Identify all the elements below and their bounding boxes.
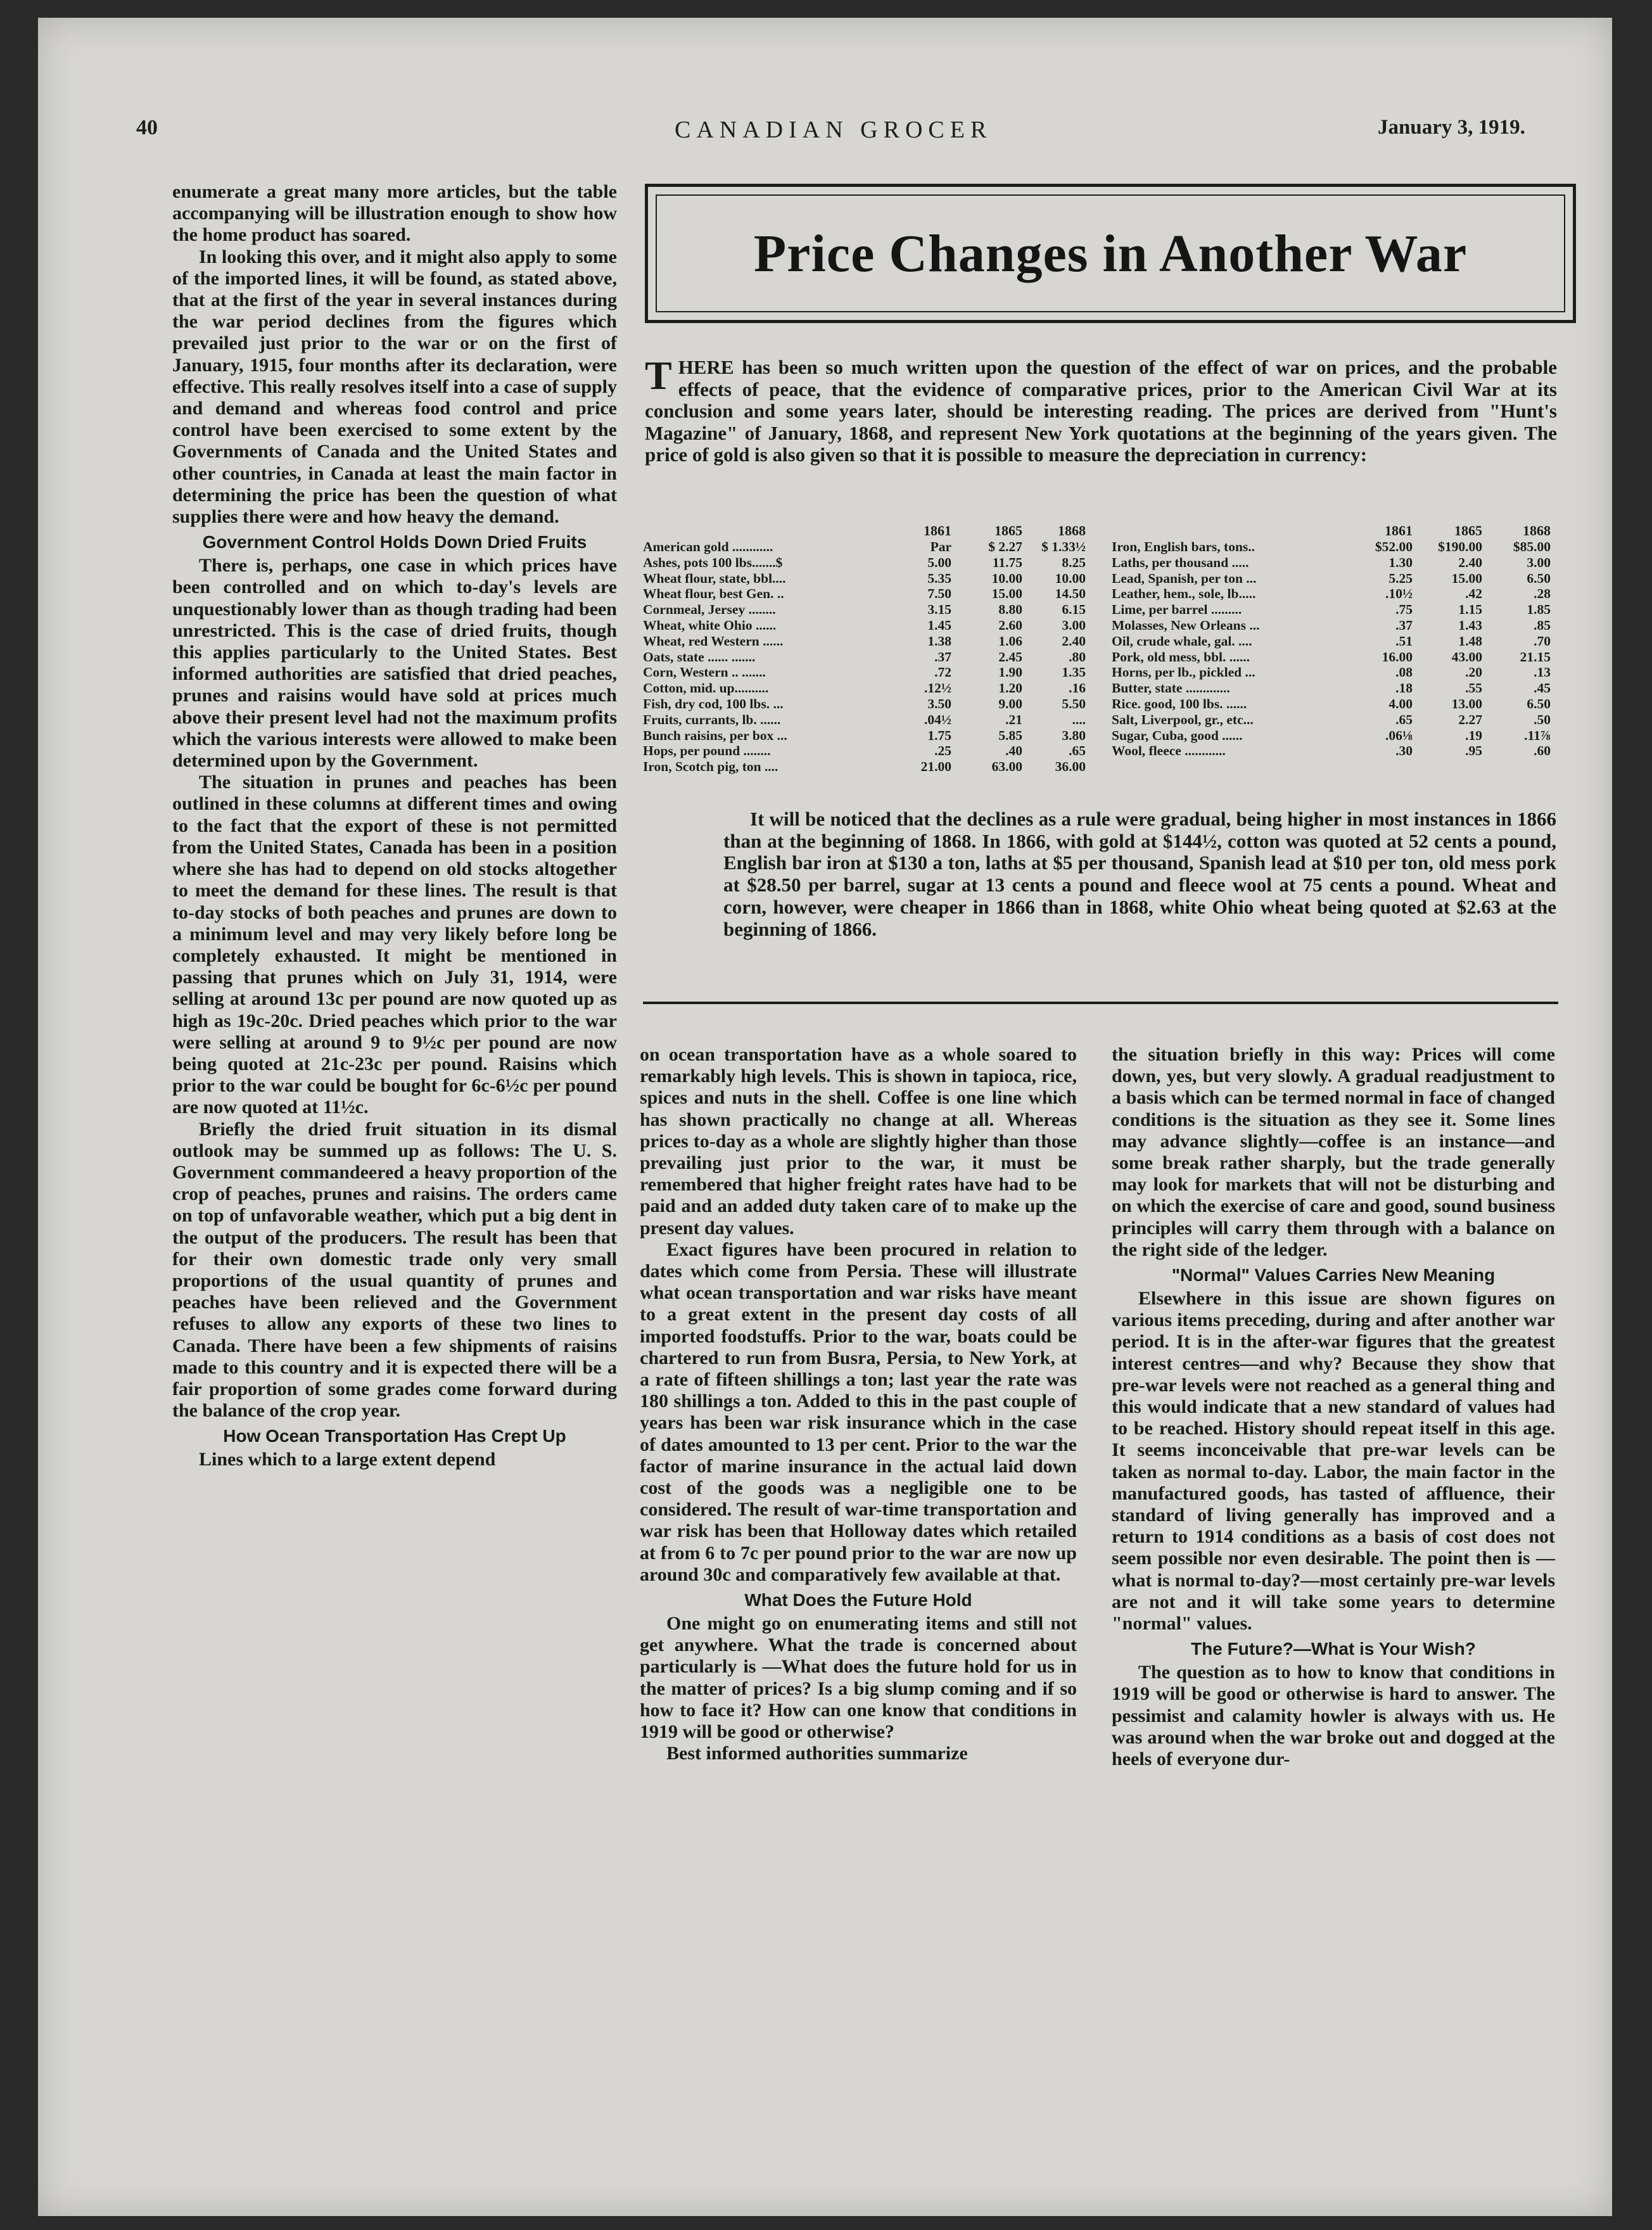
price-cell: .21 (1005, 711, 1022, 727)
price-cell: 1.15 (1458, 602, 1482, 618)
price-cell: 3.15 (927, 602, 951, 618)
article-title-box (645, 184, 1576, 323)
table-row (1112, 743, 1551, 759)
price-cell: 16.00 (1382, 649, 1413, 665)
price-cell: .65 (1395, 711, 1413, 727)
price-cell: 5.35 (927, 570, 951, 586)
price-cell: 5.00 (927, 554, 951, 570)
price-cell: 3.80 (1062, 727, 1086, 743)
table-row (643, 712, 1086, 728)
price-cell: 6.15 (1062, 602, 1086, 618)
price-cell: .85 (1534, 617, 1551, 633)
item-name-cell: Wheat, white Ohio ...... (643, 617, 777, 633)
price-cell: 9.00 (998, 696, 1022, 711)
table-row (643, 602, 1086, 618)
table-row (1112, 618, 1551, 634)
column-header: 1868 (1523, 523, 1551, 538)
item-name-cell: Wool, fleece ............ (1112, 743, 1226, 759)
price-cell: 1.06 (998, 633, 1022, 649)
price-cell: .11⅞ (1524, 727, 1551, 743)
price-cell: 3.00 (1062, 617, 1086, 633)
item-name-cell: Hops, per pound ........ (643, 743, 771, 759)
price-cell: 2.40 (1458, 554, 1482, 570)
item-name-cell: Molasses, New Orleans ... (1112, 617, 1260, 633)
table-row (643, 634, 1086, 649)
price-cell: 2.45 (998, 649, 1022, 665)
price-cell: .... (1072, 711, 1086, 727)
column-middle (640, 1044, 1077, 1765)
issue-date: January 3, 1919. (1378, 116, 1525, 139)
page-number: 40 (136, 116, 158, 139)
table-row (643, 665, 1086, 680)
price-cell: 5.25 (1388, 570, 1413, 586)
price-cell: 8.80 (998, 602, 1022, 618)
price-cell: 63.00 (991, 759, 1022, 775)
price-cell: .04½ (924, 711, 951, 727)
paragraph: on ocean transportation have as a whole soared to remarkably high levels. This is shown in tapioca, rice, spices and nuts in the shell. Coffee is one line which has shown practically no change at all. Whereas prices to-day as a whole are slightly higher than those prevailing just prior to the war, it must be remembered that higher freight rates have had to be paid and an added duty taken care of to make up the present day values. (640, 1044, 1077, 1239)
price-cell: 21.00 (920, 759, 951, 775)
price-cell: .10½ (1385, 586, 1413, 602)
price-cell: .42 (1465, 586, 1482, 602)
paragraph: One might go on enumerating items and still not get anywhere. What the trade is concerned about particularly is —What does the future hold for us in the matter of prices? Is a big slump coming and if so how to face it? How can one know that conditions in 1919 will be good or otherwise? (640, 1613, 1077, 1743)
subheading: Government Control Holds Down Dried Fruits (202, 532, 587, 552)
price-cell: 14.50 (1055, 586, 1086, 602)
item-name-cell: Wheat flour, state, bbl.... (643, 570, 786, 586)
drop-cap: T (645, 353, 672, 398)
price-cell: .70 (1534, 633, 1551, 649)
subheading: "Normal" Values Carries New Meaning (1171, 1265, 1496, 1285)
table-row (643, 555, 1086, 571)
price-cell: 6.50 (1527, 696, 1551, 711)
table-row (1112, 649, 1551, 665)
price-cell: .28 (1534, 586, 1551, 602)
item-name-cell: Horns, per lb., pickled ... (1112, 665, 1255, 680)
paragraph: Briefly the dried fruit situation in its dismal outlook may be summed up as follows: The U. S. Government commandeered a heavy proportion of the crop of peaches, prunes and raisins. The orders came on top of unfavorable weather, which put a big dent in the output of the producers. The result has been that for their own domestic trade only very small proportions of the usual quantity of prunes and peaches have been relieved and the Government refuses to allow any exports of these two lines to Canada. There have been a few shipments of raisins made to this country and it is expected there will be a fair proportion of some grades come forward during the balance of the crop year. (172, 1118, 617, 1422)
item-name-cell: Ashes, pots 100 lbs.......$ (643, 554, 783, 570)
price-cell: .37 (1395, 617, 1413, 633)
item-name-cell: Oats, state ...... ....... (643, 649, 756, 665)
price-cell: .50 (1534, 711, 1551, 727)
price-cell: 11.75 (992, 554, 1022, 570)
article-closing: It will be noticed that the declines as a rule were gradual, being higher in most instances in 1866 than at the beginning of 1868. In 1866, with gold at $144½, cotton was quoted at 52 cents a pound, English bar iron at $130 a ton, laths at $5 per thousand, Spanish lead at $10 per ton, old mess pork at $28.50 per barrel, sugar at 13 cents a pound and fleece wool at 75 cents a pound. Wheat and corn, however, were cheaper in 1866 than in 1868, white Ohio wheat being quoted at $2.63 at the beginning of 1866. (723, 808, 1556, 940)
table-body (1112, 539, 1551, 759)
price-cell: 5.85 (998, 727, 1022, 743)
price-cell: 13.00 (1451, 696, 1482, 711)
table-row (643, 728, 1086, 744)
subheading: The Future?—What is Your Wish? (1191, 1639, 1476, 1659)
item-name-cell: Cotton, mid. up.......... (643, 680, 769, 696)
item-name-cell: Iron, English bars, tons.. (1112, 539, 1255, 554)
item-name-cell: Cornmeal, Jersey ........ (643, 602, 776, 618)
paragraph: There is, perhaps, one case in which prices have been controlled and on which to-day's levels are unquestionably lower than as though trading had been unrestricted. This is the case of dried fruits, though this applies particularly to the United States. Best informed authorities are satisfied that dried peaches, prunes and raisins would have sold at prices much above their present level had not the maximum profits which the various interests were allowed to make been determined upon by the Government. (172, 555, 617, 772)
column-header: 1861 (1385, 523, 1413, 538)
item-name-cell: Fruits, currants, lb. ...... (643, 711, 781, 727)
column-header: 1861 (924, 523, 951, 538)
table-row (1112, 539, 1551, 555)
column-header: 1868 (1058, 523, 1086, 538)
divider-rule (643, 1002, 1558, 1004)
magazine-page (38, 18, 1612, 2216)
article-title: Price Changes in Another War (753, 224, 1468, 283)
price-cell: 1.75 (927, 727, 951, 743)
price-cell: .55 (1465, 680, 1482, 696)
price-cell: 15.00 (991, 586, 1022, 602)
masthead: CANADIAN GROCER (675, 117, 993, 143)
price-cell: .65 (1069, 743, 1086, 759)
item-name-cell: Leather, hem., sole, lb..... (1112, 586, 1256, 602)
column-right (1112, 1044, 1555, 1770)
table-row (1112, 602, 1551, 618)
price-cell: 1.43 (1458, 617, 1482, 633)
price-cell: .80 (1069, 649, 1086, 665)
price-table-right (1112, 523, 1551, 759)
item-name-cell: Corn, Western .. ....... (643, 665, 766, 680)
price-cell: 7.50 (927, 586, 951, 602)
paragraph: The situation in prunes and peaches has been outlined in these columns at different times and owing to the fact that the export of these is not permitted from the United States, Canada has been in a position where she has had to depend on old stocks altogether to meet the demand for these lines. The result is that to-day stocks of both peaches and prunes are down to a minimum level and may very likely before long be completely exhausted. It might be mentioned in passing that prunes which on July 31, 1914, were selling at around 13c per pound are now quoted up as high as 19c-20c. Dried peaches which prior to the war were selling at around 9 to 9½c per pound are now being quoted at 21c-23c per pound. Raisins which prior to the war could be bought for 6c-6½c per pound are now quoted at 11½c. (172, 772, 617, 1118)
price-cell: 2.40 (1062, 633, 1086, 649)
price-cell: 1.20 (998, 680, 1022, 696)
column-header: 1865 (1454, 523, 1482, 538)
price-cell: .16 (1069, 680, 1086, 696)
subheading: How Ocean Transportation Has Crept Up (223, 1426, 566, 1446)
paragraph: Lines which to a large extent depend (199, 1449, 496, 1470)
table-row (643, 571, 1086, 587)
item-name-cell: Wheat, red Western ...... (643, 633, 784, 649)
price-cell: $52.00 (1375, 539, 1413, 554)
price-cell: .25 (934, 743, 951, 759)
price-cell: 8.25 (1062, 554, 1086, 570)
price-cell: .19 (1465, 727, 1482, 743)
price-cell: .72 (934, 665, 951, 680)
price-cell: $ 2.27 (988, 539, 1022, 554)
price-cell: 1.45 (927, 617, 951, 633)
paragraph: In looking this over, and it might also apply to some of the imported lines, it will be found, as stated above, that at the first of the year in several instances during the war period declines from the figures which prevailed just prior to the war or on the first of January, 1915, four months after its declaration, were effective. This really resolves itself into a case of supply and demand and whereas food control and price control have been exercised to some extent by the Governments of Canada and the United States and other countries, in Canada at least the main factor in determining the price has been the question of what supplies there were and how heavy the demand. (172, 246, 617, 528)
table-row (643, 680, 1086, 696)
price-cell: $190.00 (1438, 539, 1482, 554)
price-cell: 1.38 (927, 633, 951, 649)
table-row (643, 618, 1086, 634)
table-row (1112, 634, 1551, 649)
table-row (1112, 680, 1551, 696)
price-cell: Par (930, 539, 951, 554)
price-cell: 1.48 (1458, 633, 1482, 649)
column-header: 1865 (994, 523, 1022, 538)
paragraph: The question as to how to know that conditions in 1919 will be good or otherwise is hard to answer. The pessimist and calamity howler is always with us. He was around when the war broke out and dogged at the heels of everyone dur- (1112, 1662, 1555, 1770)
table-header-row (1112, 523, 1551, 539)
price-cell: 1.35 (1062, 665, 1086, 680)
table-row (643, 649, 1086, 665)
price-cell: 6.50 (1527, 570, 1551, 586)
table-row (1112, 665, 1551, 680)
paragraph: Best informed authorities summarize (666, 1743, 968, 1764)
item-name-cell: Pork, old mess, bbl. ...... (1112, 649, 1250, 665)
item-name-cell: Wheat flour, best Gen. .. (643, 586, 784, 602)
paragraph: the situation briefly in this way: Prices will come down, yes, but very slowly. A gradual readjustment to a basis which can be termed normal in face of changed conditions is the situation as they see it. Some lines may advance slightly—coffee is an instance—and some break rather sharply, but the trade generally may look for markets that will not be disturbing and on which the exercise of care and good, sound business principles will carry them through with a balance on the right side of the ledger. (1112, 1044, 1555, 1260)
price-cell: $85.00 (1513, 539, 1551, 554)
price-cell: 2.60 (998, 617, 1022, 633)
paragraph: Elsewhere in this issue are shown figures on various items preceding, during and after another war period. It is in the after-war figures that the greatest interest centres—and why? Because they show that pre-war levels were not reached as a general thing and this would indicate that a new standard of values had to be reached. History should repeat itself in this age. It seems inconceivable that pre-war levels can be taken as normal to-day. Labor, the main factor in the manufactured goods, has tasted of affluence, their standard of living generally has improved and a return to 1914 conditions as a basis of cost does not seem possible nor even desirable. The point then is — what is normal to-day?—most certainly pre-war levels are not and it will take some years to determine "normal" values. (1112, 1288, 1555, 1634)
item-name-cell: Lead, Spanish, per ton ... (1112, 570, 1257, 586)
table-row (643, 696, 1086, 712)
intro-text: HERE has been so much written upon the question of the effect of war on prices, and the probable effects of peace, that the evidence of comparative prices, prior to the American Civil War at its conclusion and some years later, should be interesting reading. The prices are derived from "Hunt's Magazine" of January, 1868, and represent New York quotations at the beginning of the years given. The price of gold is also given so that it is possible to measure the depreciation in currency: (645, 356, 1557, 466)
table-row (643, 759, 1086, 775)
price-cell: 2.27 (1458, 711, 1482, 727)
table-row (643, 743, 1086, 759)
item-name-cell: Sugar, Cuba, good ...... (1112, 727, 1243, 743)
item-name-cell: Fish, dry cod, 100 lbs. ... (643, 696, 784, 711)
price-cell: 3.50 (927, 696, 951, 711)
price-cell: .06⅛ (1385, 727, 1413, 743)
price-cell: 5.50 (1062, 696, 1086, 711)
price-cell: .51 (1395, 633, 1413, 649)
price-cell: $ 1.33½ (1041, 539, 1086, 554)
paragraph: enumerate a great many more articles, but the table accompanying will be illustration enough to show how the home product has soared. (172, 181, 617, 246)
price-cell: .75 (1395, 602, 1413, 618)
table-body (643, 539, 1086, 775)
column-left (172, 181, 617, 1471)
price-cell: 3.00 (1527, 554, 1551, 570)
price-cell: .12½ (924, 680, 951, 696)
table-row (1112, 586, 1551, 602)
table-row (1112, 712, 1551, 728)
item-name-cell: Rice. good, 100 lbs. ...... (1112, 696, 1247, 711)
price-cell: .18 (1395, 680, 1413, 696)
price-cell: 43.00 (1451, 649, 1482, 665)
price-cell: .40 (1005, 743, 1022, 759)
item-name-cell: Laths, per thousand ..... (1112, 554, 1249, 570)
price-cell: 4.00 (1388, 696, 1413, 711)
column-header (643, 523, 888, 539)
price-cell: .08 (1395, 665, 1413, 680)
item-name-cell: Bunch raisins, per box ... (643, 727, 787, 743)
item-name-cell: Butter, state ............. (1112, 680, 1230, 696)
price-cell: .30 (1395, 743, 1413, 759)
price-cell: .60 (1534, 743, 1551, 759)
column-header (1112, 523, 1346, 539)
item-name-cell: Salt, Liverpool, gr., etc... (1112, 711, 1254, 727)
item-name-cell: American gold ............ (643, 539, 773, 554)
title-frame (656, 194, 1565, 312)
price-table-left (643, 523, 1086, 775)
table-row (1112, 571, 1551, 587)
price-cell: .95 (1465, 743, 1482, 759)
table-row (1112, 696, 1551, 712)
price-cell: .13 (1534, 665, 1551, 680)
price-cell: 10.00 (1055, 570, 1086, 586)
article-intro (645, 353, 1557, 466)
price-cell: 36.00 (1055, 759, 1086, 775)
price-cell: 15.00 (1451, 570, 1482, 586)
price-cell: .20 (1465, 665, 1482, 680)
price-cell: 1.90 (998, 665, 1022, 680)
price-cell: 21.15 (1520, 649, 1551, 665)
item-name-cell: Lime, per barrel ......... (1112, 602, 1242, 618)
price-cell: 10.00 (991, 570, 1022, 586)
price-cell: .45 (1534, 680, 1551, 696)
item-name-cell: Oil, crude whale, gal. .... (1112, 633, 1252, 649)
item-name-cell: Iron, Scotch pig, ton .... (643, 759, 778, 775)
table-row (1112, 555, 1551, 571)
paragraph: Exact figures have been procured in relation to dates which come from Persia. These will illustrate what ocean transportation and war risks have meant to a great extent in the present day costs of all imported foodstuffs. Prior to the war, boats could be chartered to run from Busra, Persia, to New York, at a rate of fifteen shillings a ton; last year the rate was 180 shillings a ton. Added to this in the past couple of years has been war risk insurance which in the case of dates amounted to 13 per cent. Prior to the war the factor of marine insurance in the actual laid down cost of the goods was a negligible one to be considered. The result of war-time transportation and war risk has been that Holloway dates which retailed at from 6 to 7c per pound prior to the war are now up around 30c and comparatively few available at that. (640, 1239, 1077, 1585)
table-row (643, 539, 1086, 555)
table-row (643, 586, 1086, 602)
table-header-row (643, 523, 1086, 539)
price-cell: 1.85 (1527, 602, 1551, 618)
subheading: What Does the Future Hold (744, 1590, 972, 1610)
table-row (1112, 728, 1551, 744)
price-cell: .37 (934, 649, 951, 665)
price-cell: 1.30 (1388, 554, 1413, 570)
